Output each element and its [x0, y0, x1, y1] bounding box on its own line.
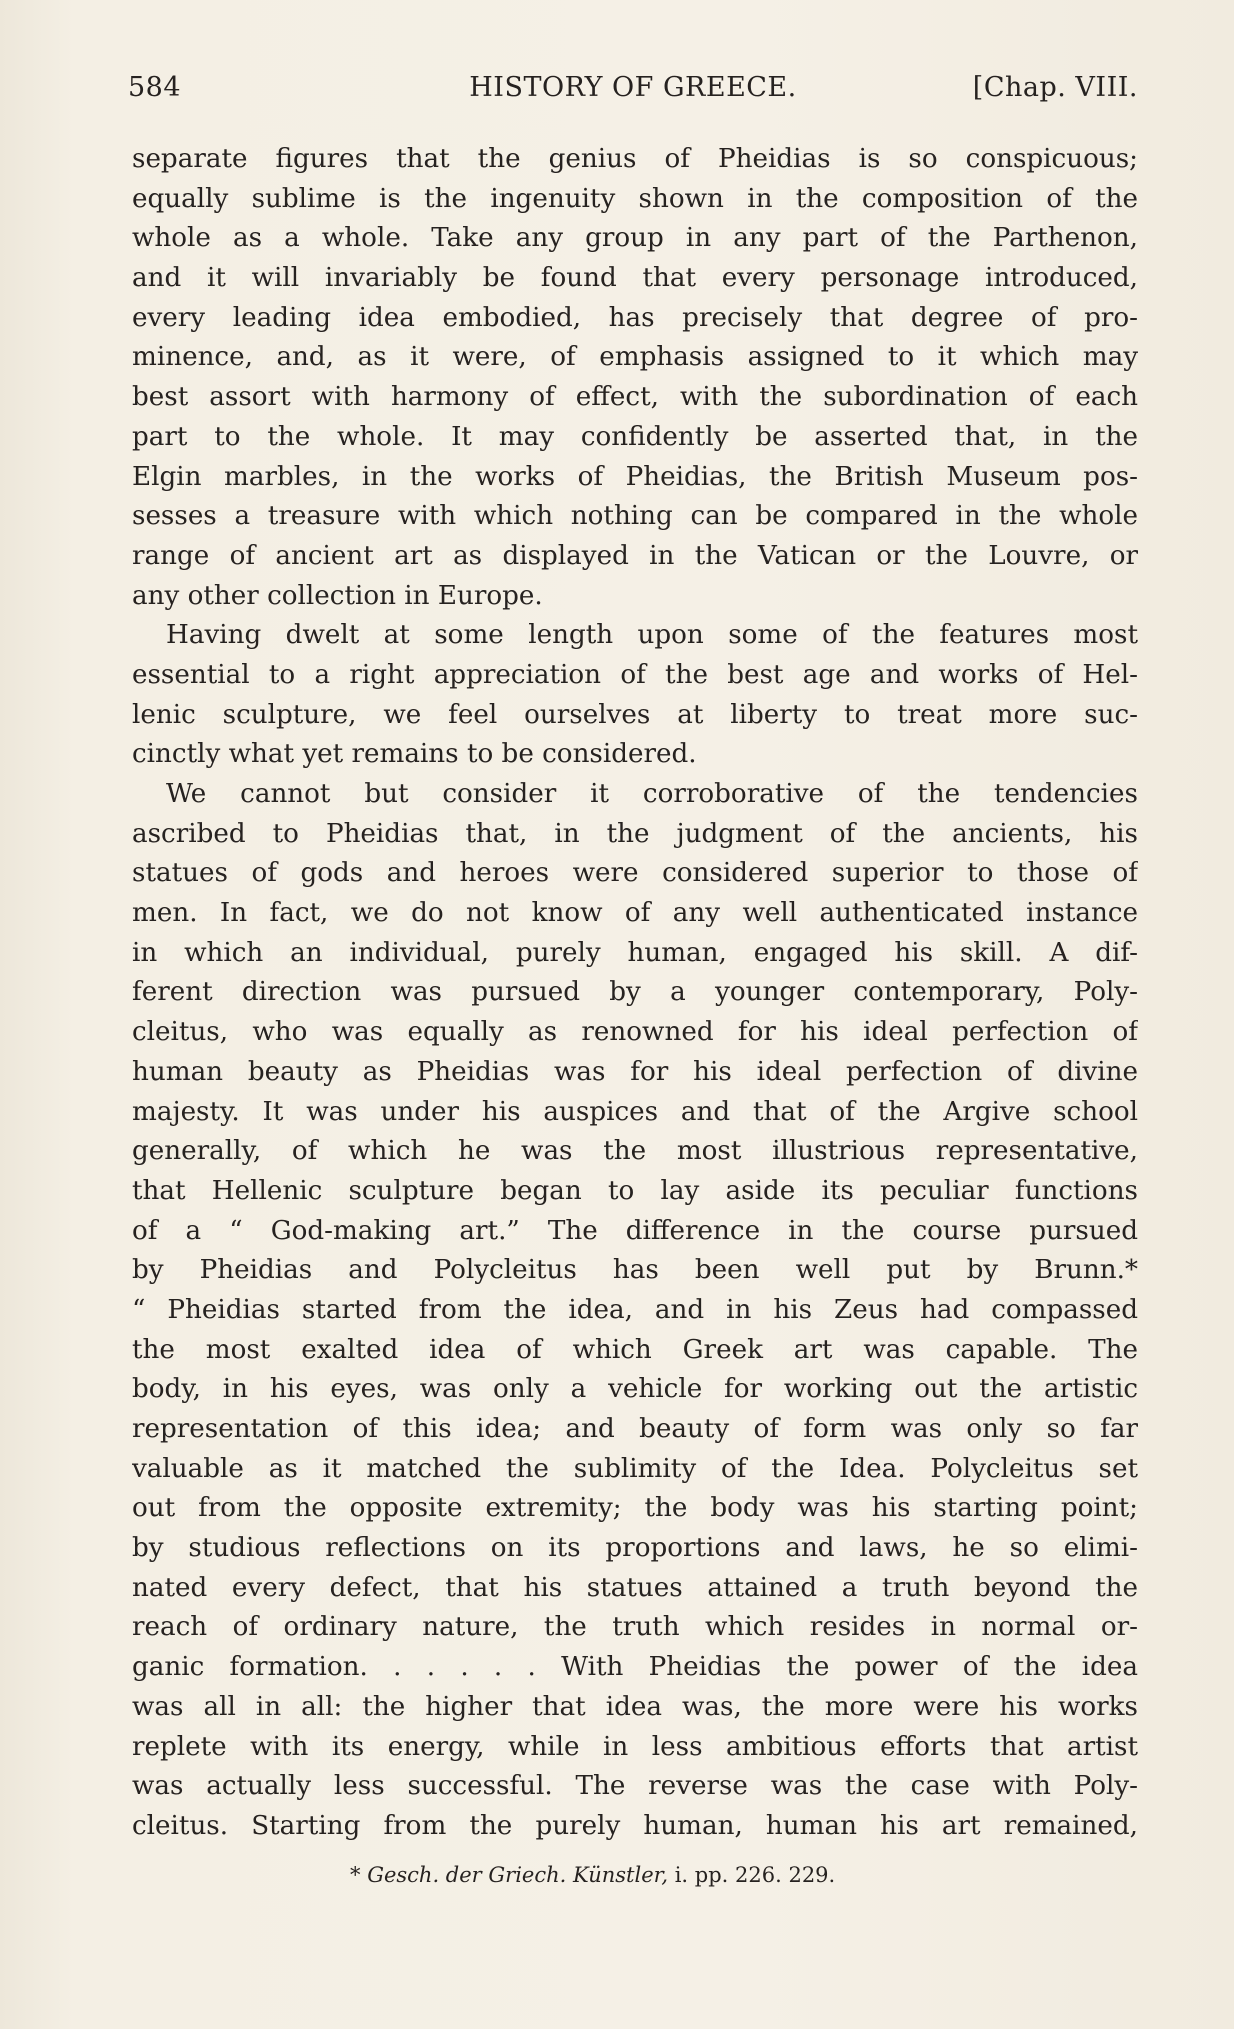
text-line: equally sublime is the ingenuity shown in the composition of the — [132, 183, 1138, 214]
text-line: was actually less successful. The reverse was the case with Poly- — [132, 1771, 1138, 1802]
text-line: was all in all: the higher that idea was, the more were his works — [132, 1691, 1138, 1722]
footnote-marker: * — [350, 1863, 361, 1887]
text-line: minence, and, as it were, of emphasis assigned to it which may — [132, 342, 1138, 373]
text-line: by studious reflections on its proportions and laws, he so elimi- — [132, 1533, 1138, 1564]
text-line: cleitus, who was equally as renowned for his ideal perfection of — [132, 1017, 1138, 1048]
text-line: cinctly what yet remains to be considered. — [132, 739, 697, 770]
text-line: every leading idea embodied, has precisely that degree of pro- — [132, 302, 1138, 333]
text-line: any other collection in Europe. — [132, 580, 543, 611]
text-line: valuable as it matched the sublimity of the Idea. Polycleitus set — [132, 1453, 1138, 1484]
text-line: range of ancient art as displayed in the Vatican or the Louvre, or — [132, 540, 1138, 571]
text-line: part to the whole. It may confidently be asserted that, in the — [132, 421, 1138, 452]
text-line: in which an individual, purely human, engaged his skill. A dif- — [132, 937, 1138, 968]
text-line: majesty. It was under his auspices and that of the Argive school — [132, 1096, 1138, 1127]
text-line: human beauty as Pheidias was for his ideal perfection of divine — [132, 1056, 1138, 1087]
text-line: generally, of which he was the most illustrious representative, — [132, 1136, 1138, 1167]
running-title: HISTORY OF GREECE. — [469, 72, 797, 103]
text-line: Having dwelt at some length upon some of the features most — [166, 620, 1138, 651]
text-line: ferent direction was pursued by a younger contemporary, Poly- — [132, 977, 1138, 1008]
page-number: 584 — [128, 72, 182, 103]
text-line: reach of ordinary nature, the truth which resides in normal or- — [132, 1612, 1138, 1643]
text-line: statues of gods and heroes were considered superior to those of — [132, 858, 1138, 889]
text-line: whole as a whole. Take any group in any part of the Parthenon, — [132, 223, 1138, 254]
text-line: men. In fact, we do not know of any well authenticated instance — [132, 898, 1138, 929]
body-text — [132, 140, 1138, 1847]
footnote — [350, 1863, 835, 1887]
text-line: lenic sculpture, we feel ourselves at liberty to treat more suc- — [132, 699, 1138, 730]
text-line: ascribed to Pheidias that, in the judgment of the ancients, his — [132, 818, 1138, 849]
text-line: the most exalted idea of which Greek art was capable. The — [132, 1334, 1138, 1365]
text-line: separate figures that the genius of Pheidias is so conspicuous; — [132, 144, 1138, 174]
text-line: representation of this idea; and beauty of form was only so far — [132, 1414, 1138, 1444]
chapter-reference: [Chap. VIII. — [972, 72, 1138, 103]
text-line: out from the opposite extremity; the body was his starting point; — [132, 1493, 1138, 1524]
footnote-title: Gesch. der Griech. Künstler, — [367, 1863, 669, 1887]
text-line: “ Pheidias started from the idea, and in his Zeus had compassed — [132, 1294, 1138, 1325]
running-header — [128, 72, 1138, 112]
text-line: sesses a treasure with which nothing can be compared in the whole — [132, 501, 1138, 532]
text-line: essential to a right appreciation of the best age and works of Hel- — [132, 659, 1138, 690]
text-line: nated every defect, that his statues attained a truth beyond the — [132, 1572, 1138, 1603]
text-line: best assort with harmony of effect, with the subordination of each — [132, 382, 1138, 413]
text-line: cleitus. Starting from the purely human, human his art remained, — [132, 1810, 1138, 1841]
text-line: ganic formation. . . . . . With Pheidias the power of the idea — [132, 1652, 1138, 1683]
text-line: by Pheidias and Polycleitus has been well put by Brunn.* — [132, 1255, 1138, 1286]
text-line: replete with its energy, while in less ambitious efforts that artist — [132, 1731, 1138, 1762]
footnote-reference: i. pp. 226. 229. — [674, 1863, 836, 1887]
text-line: of a “ God-making art.” The difference in the course pursued — [132, 1215, 1138, 1246]
text-line: Elgin marbles, in the works of Pheidias, the British Museum pos- — [132, 461, 1138, 492]
text-line: We cannot but consider it corroborative of the tendencies — [166, 779, 1138, 809]
text-line: and it will invariably be found that every personage introduced, — [132, 263, 1138, 294]
text-line: body, in his eyes, was only a vehicle for working out the artistic — [132, 1374, 1138, 1405]
text-line: that Hellenic sculpture began to lay aside its peculiar functions — [132, 1175, 1138, 1206]
